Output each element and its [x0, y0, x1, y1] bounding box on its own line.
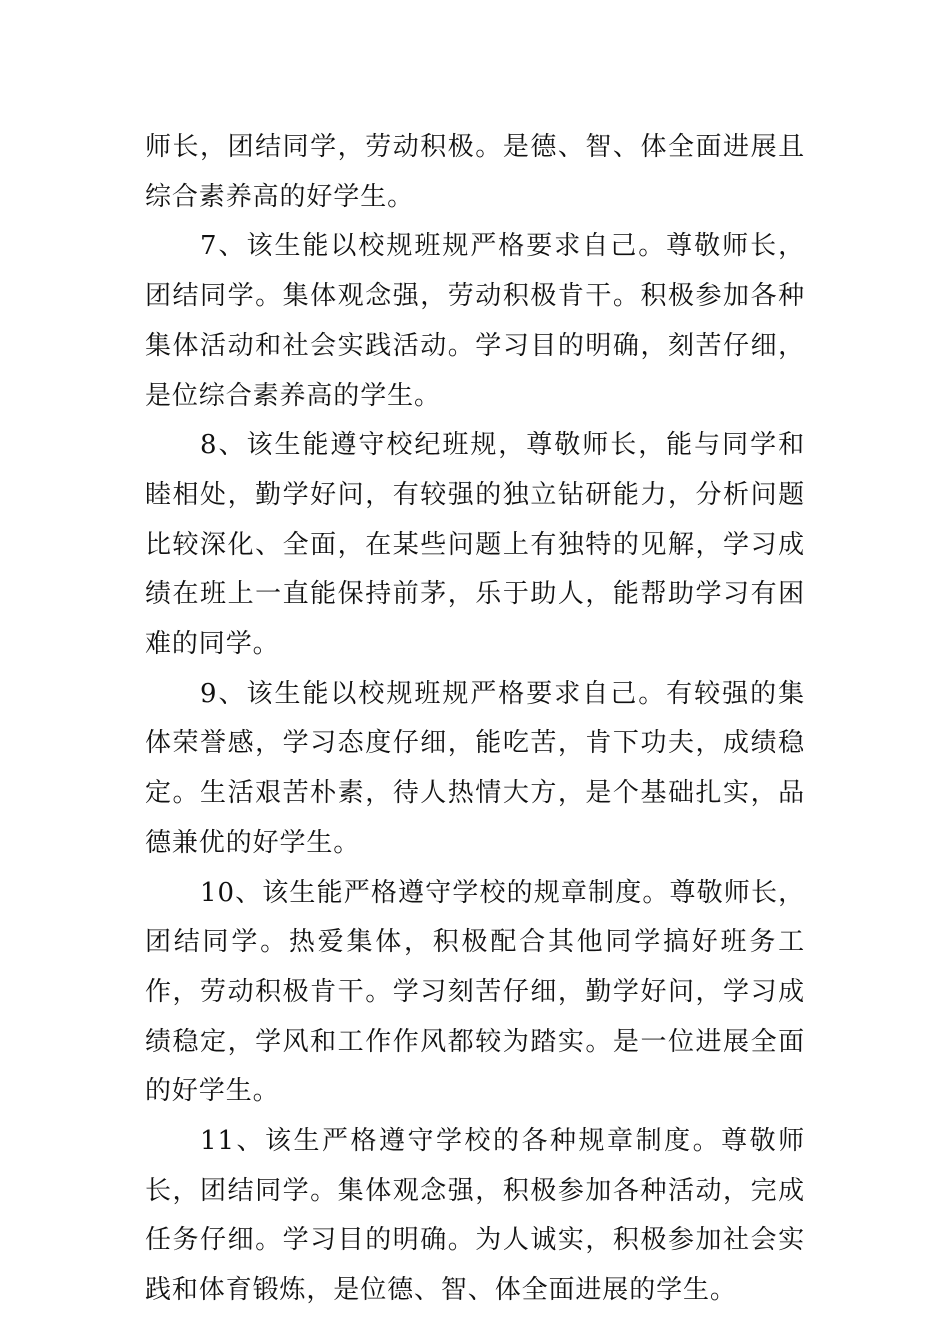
- paragraph-item-11: 11、该生严格遵守学校的各种规章制度。尊敬师长，团结同学。集体观念强，积极参加各种活动，完成任务仔细。学习目的明确。为人诚实，积极参加社会实践和体育锻炼，是位德、智、体全面进展的学生。: [145, 1126, 805, 1306]
- document-body: [145, 123, 805, 1316]
- paragraph-item-10: 10、该生能严格遵守学校的规章制度。尊敬师长，团结同学。热爱集体，积极配合其他同学搞好班务工作，劳动积极肯干。学习刻苦仔细，勤学好问，学习成绩稳定，学风和工作作风都较为踏实。是一位进展全面的好学生。: [145, 877, 805, 1107]
- paragraph-item-7: 7、该生能以校规班规严格要求自己。尊敬师长，团结同学。集体观念强，劳动积极肯干。积极参加各种集体活动和社会实践活动。学习目的明确，刻苦仔细，是位综合素养高的学生。: [145, 231, 805, 411]
- paragraph-item-9: 9、该生能以校规班规严格要求自己。有较强的集体荣誉感，学习态度仔细，能吃苦，肯下功夫，成绩稳定。生活艰苦朴素，待人热情大方，是个基础扎实，品德兼优的好学生。: [145, 678, 805, 858]
- paragraph-continued: 师长，团结同学，劳动积极。是德、智、体全面进展且综合素养高的好学生。: [145, 132, 805, 212]
- paragraph-item-8: 8、该生能遵守校纪班规，尊敬师长，能与同学和睦相处，勤学好问，有较强的独立钻研能力，分析问题比较深化、全面，在某些问题上有独特的见解，学习成绩在班上一直能保持前茅，乐于助人，能帮助学习有困难的同学。: [145, 430, 805, 660]
